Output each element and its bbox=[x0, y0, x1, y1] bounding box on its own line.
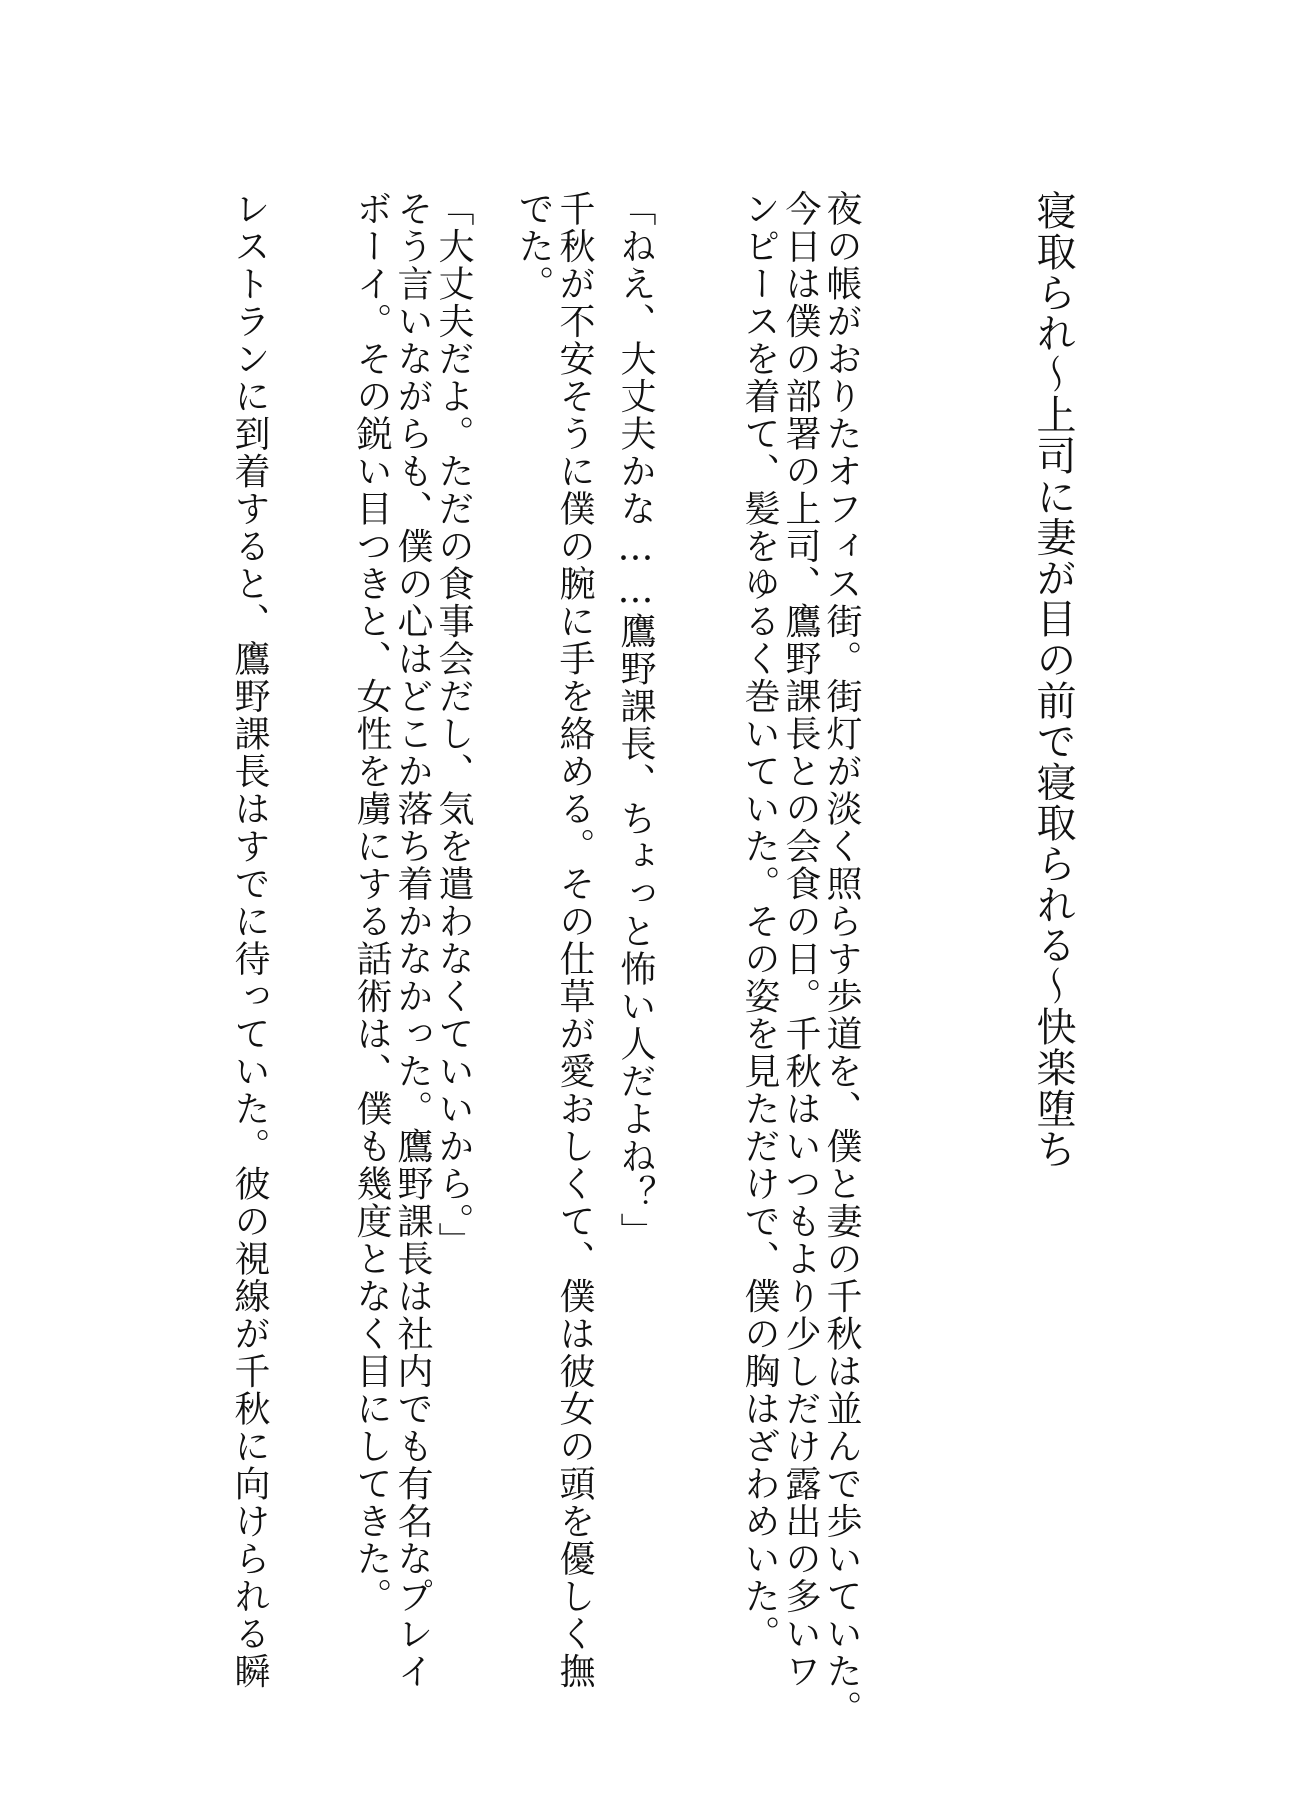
text-line: ボーイ。その鋭い目つきと、女性を虜にする話術は、僕も幾度となく目にしてきた。 bbox=[351, 190, 392, 1615]
text-line: そう言いながらも、僕の心はどこか落ち着かなかった。鷹野課長は社内でも有名なプレイ bbox=[392, 190, 433, 1690]
text-line: 千秋が不安そうに僕の腕に手を絡める。その仕草が愛おしくて、僕は彼女の頭を優しく撫 bbox=[554, 190, 595, 1690]
text-line: でた。 bbox=[513, 190, 554, 303]
dialogue-line: 「大丈夫だよ。ただの食事会だし、気を遣わなくていいから。」 bbox=[433, 190, 474, 1260]
dialogue-line: 「ねえ、大丈夫かな……鷹野課長、ちょっと怖い人だよね？」 bbox=[615, 190, 656, 1250]
text-line: 今日は僕の部署の上司、鷹野課長との会食の日。千秋はいつもより少しだけ露出の多いワ bbox=[780, 190, 821, 1690]
text-line: レストランに到着すると、鷹野課長はすでに待っていた。彼の視線が千秋に向けられる瞬 bbox=[229, 190, 270, 1690]
text-line: 夜の帳がおりたオフィス街。街灯が淡く照らす歩道を、僕と妻の千秋は並んで歩いていた。 bbox=[821, 190, 862, 1728]
document-title: 寝取られ〜上司に妻が目の前で寝取られる〜快楽堕ち bbox=[1030, 190, 1076, 1170]
text-line: ンピースを着て、髪をゆるく巻いていた。その姿を見ただけで、僕の胸はざわめいた。 bbox=[739, 190, 780, 1653]
